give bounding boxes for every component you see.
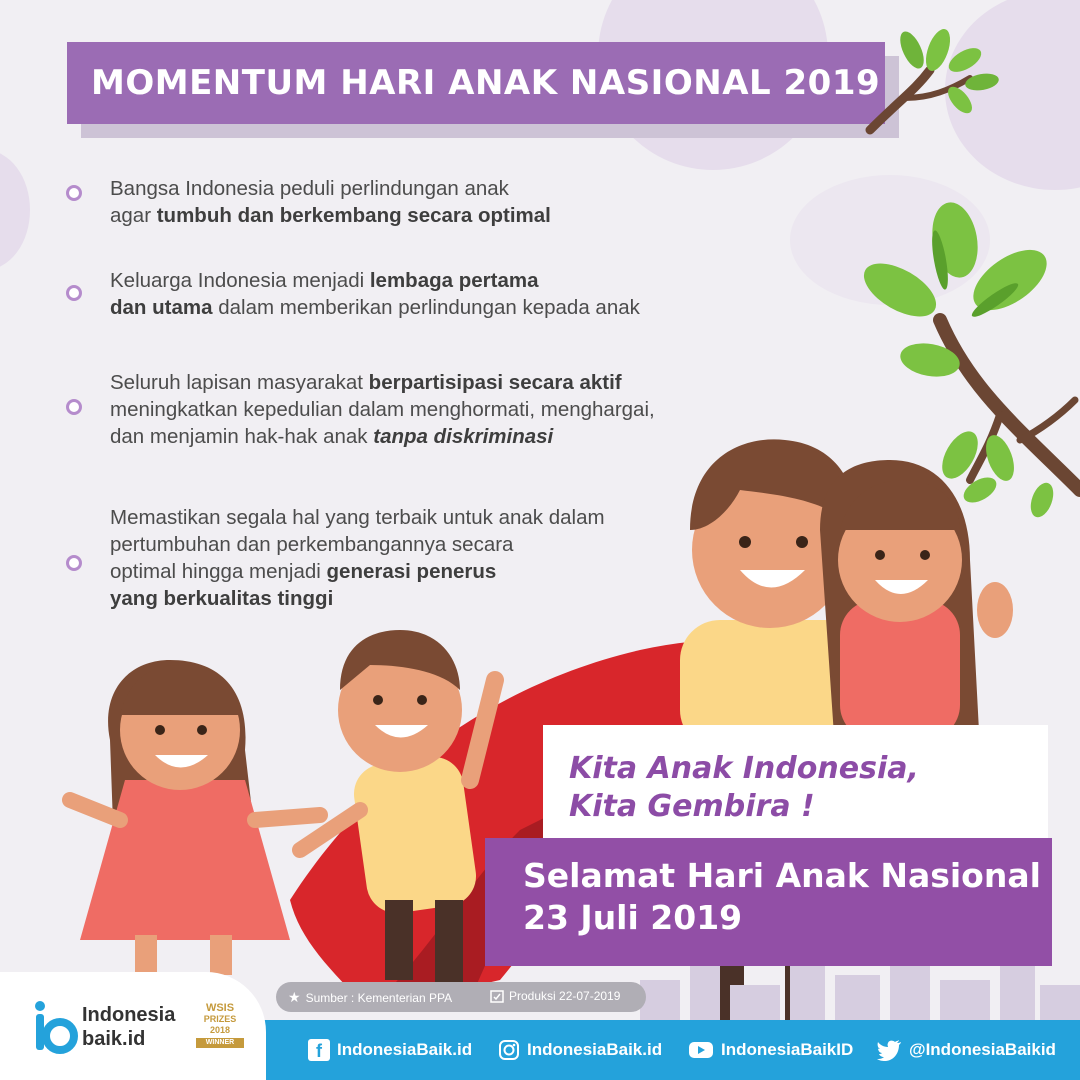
instagram-icon	[498, 1039, 520, 1061]
wsis-prize-badge	[196, 1002, 244, 1064]
production-text: Produksi 22-07-2019	[509, 989, 621, 1003]
greeting-date: 23 Juli 2019	[523, 898, 743, 937]
emphasis-text: dan utama	[110, 296, 213, 319]
plain-text: pertumbuhan dan perkembangannya secara	[110, 533, 514, 556]
plain-text: meningkatkan kepedulian dalam menghormati, menghargai,	[110, 398, 655, 421]
slogan-line-2: Kita Gembira !	[569, 789, 815, 824]
logo-text-line-2: baik.id	[82, 1028, 146, 1050]
instagram-link[interactable]	[498, 1036, 662, 1064]
plain-text: Memastikan segala hal yang terbaik untuk anak dalam	[110, 506, 605, 529]
point-line	[110, 396, 655, 423]
point-line	[110, 294, 640, 321]
plain-text: dalam memberikan perlindungan kepada anak	[212, 296, 640, 319]
emphasis-text: lembaga pertama	[369, 269, 539, 292]
calendar-check-icon	[490, 989, 504, 1003]
point-line	[110, 175, 551, 202]
youtube-handle: IndonesiaBaikID	[721, 1040, 854, 1059]
emphasis-text: generasi penerus	[326, 560, 497, 583]
indonesiabaik-logo-icon	[32, 1000, 82, 1055]
emphasis-text: tumbuh dan berkembang secara optimal	[156, 204, 551, 227]
logo-card	[0, 972, 266, 1080]
slogan-box	[543, 725, 1048, 852]
greeting-box	[485, 838, 1052, 966]
star-icon: ★	[288, 989, 301, 1005]
twitter-link[interactable]	[876, 1036, 1056, 1064]
plain-text: Bangsa Indonesia peduli perlindungan anak	[110, 177, 509, 200]
girl-left	[70, 660, 320, 995]
facebook-icon: f	[308, 1039, 330, 1061]
plain-text: dan menjamin hak-hak anak	[110, 425, 374, 448]
point-line	[110, 369, 655, 396]
facebook-link[interactable]	[308, 1036, 472, 1064]
emphasis-text: berpartisipasi secara aktif	[368, 371, 622, 394]
youtube-link[interactable]	[688, 1036, 853, 1064]
plain-text: Keluarga Indonesia menjadi	[110, 269, 370, 292]
page-title: MOMENTUM HARI ANAK NASIONAL 2019	[91, 63, 881, 103]
slogan-line-1: Kita Anak Indonesia,	[569, 751, 919, 786]
production-credit	[490, 989, 620, 1003]
source-text: Sumber : Kementerian PPA	[305, 990, 453, 1005]
plain-text: agar	[110, 204, 157, 227]
plain-text: Seluruh lapisan masyarakat	[110, 371, 369, 394]
plain-text: optimal hingga menjadi	[110, 560, 327, 583]
badge-line-3: 2018	[209, 1025, 231, 1035]
boy-middle	[300, 630, 495, 990]
badge-line-1: WSIS	[205, 1002, 235, 1014]
bullet-icon	[66, 285, 82, 301]
point-text	[110, 267, 640, 321]
badge-ribbon: WINNER	[196, 1038, 244, 1048]
girl-right	[820, 460, 1013, 750]
instagram-handle: IndonesiaBaik.id	[527, 1040, 663, 1059]
emphasis-text: yang berkualitas tinggi	[110, 587, 334, 610]
bullet-icon	[66, 185, 82, 201]
title-banner	[67, 42, 885, 124]
emphasis-text: tanpa diskriminasi	[373, 425, 554, 448]
point-text	[110, 175, 551, 229]
point-line	[110, 267, 640, 294]
point-line	[110, 202, 551, 229]
facebook-handle: IndonesiaBaik.id	[337, 1040, 473, 1059]
source-credit	[288, 989, 452, 1006]
twitter-handle: @IndonesiaBaikid	[909, 1040, 1056, 1059]
top-branch-illustration	[860, 20, 1010, 150]
bg-circle-left	[0, 150, 30, 270]
twitter-icon	[876, 1039, 902, 1061]
youtube-icon	[688, 1040, 714, 1060]
greeting-line-1: Selamat Hari Anak Nasional	[523, 856, 1041, 895]
badge-line-2: PRIZES	[203, 1014, 237, 1024]
bullet-icon	[66, 399, 82, 415]
logo-text-line-1: Indonesia	[82, 1004, 176, 1026]
